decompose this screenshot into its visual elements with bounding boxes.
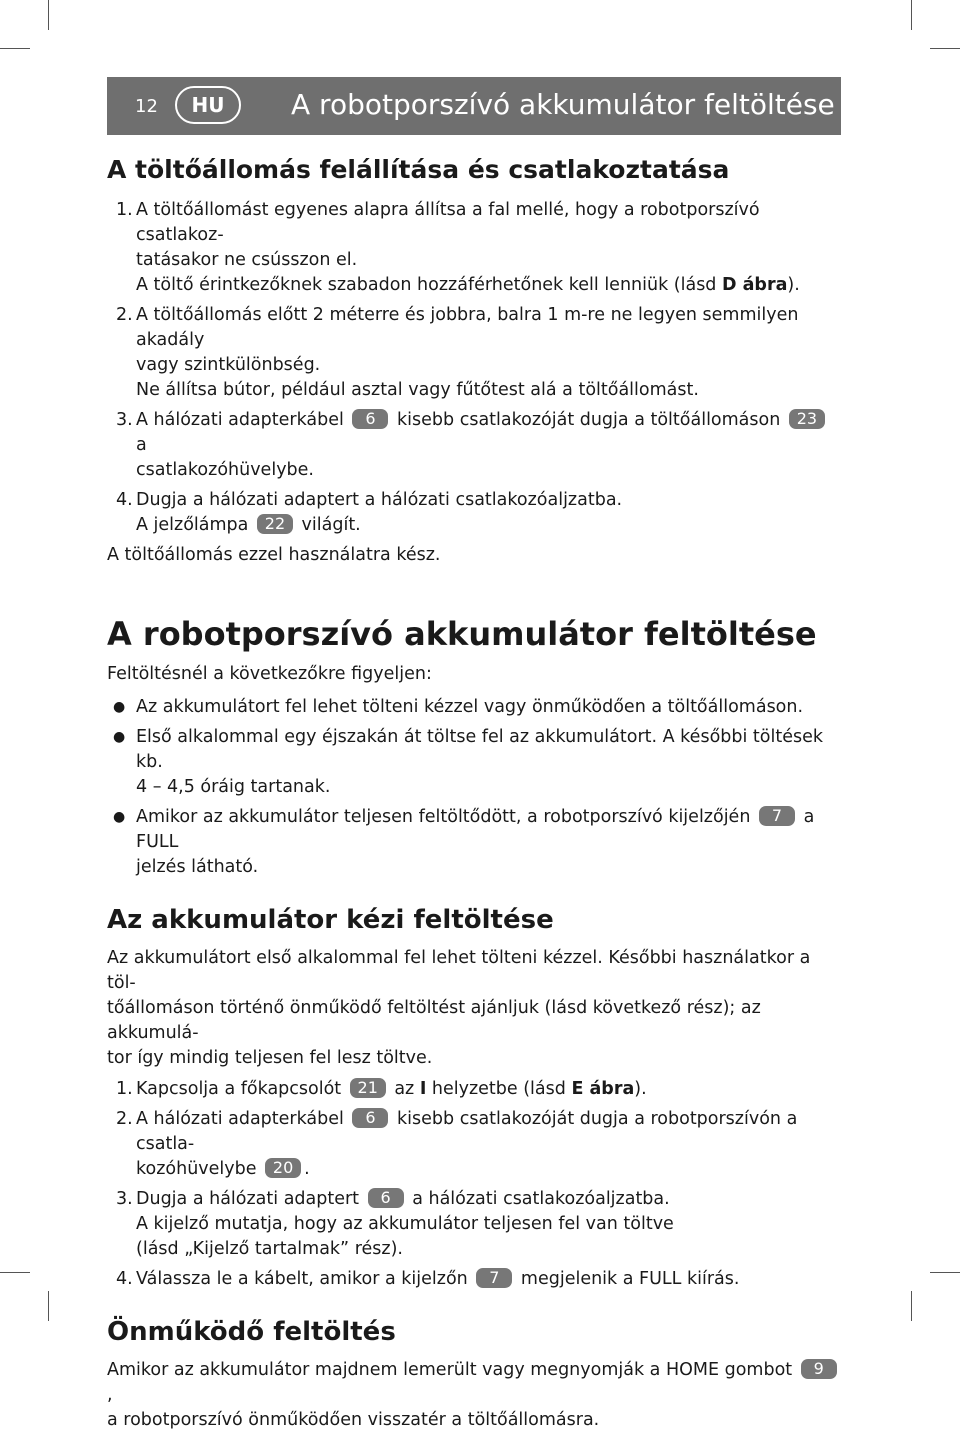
bullet-icon: ● <box>113 699 126 715</box>
list-item <box>107 488 841 538</box>
text-line <box>136 1157 841 1182</box>
text-line <box>136 805 841 855</box>
list-item <box>107 1077 841 1102</box>
text: kisebb csatlakozóját dugja a robotporszívón a csatla- <box>136 1109 798 1154</box>
text: A töltő érintkezőknek szabadon hozzáférhetőnek kell lenniük (lásd <box>136 275 722 295</box>
paragraph: Feltöltésnél a következőkre figyeljen: <box>107 664 432 684</box>
part-number-badge: 6 <box>368 1188 404 1208</box>
page-number: 12 <box>135 96 158 117</box>
text-line: Első alkalommal egy éjszakán át töltse fel az akkumulátort. A későbbi töltések kb. <box>136 727 823 772</box>
item-number: 3. <box>116 1189 133 1209</box>
section-heading: A robotporszívó akkumulátor feltöltése <box>107 615 817 653</box>
text-line: (lásd „Kijelző tartalmak” rész). <box>136 1239 403 1259</box>
part-number-badge: 22 <box>257 514 293 534</box>
part-number-badge: 6 <box>352 409 388 429</box>
text-line: A töltőállomás előtt 2 méterre és jobbra, balra 1 m-re ne legyen semmilyen akadály <box>136 305 799 350</box>
figure-reference: D ábra <box>721 275 788 295</box>
text: Amikor az akkumulátor majdnem lemerült vagy megnyomják a HOME gombot <box>107 1360 793 1380</box>
text: a hálózati csatlakozóaljzatba. <box>412 1189 670 1209</box>
text-line <box>136 1107 841 1157</box>
text-line <box>136 408 841 458</box>
bullet-icon: ● <box>113 729 126 745</box>
list-item <box>107 1267 841 1292</box>
part-number-badge: 6 <box>352 1108 388 1128</box>
text-line: A töltőállomást egyenes alapra állítsa a fal mellé, hogy a robotporszívó csatlakoz- <box>136 200 760 245</box>
item-number: 2. <box>116 1109 133 1129</box>
bullet-icon: ● <box>113 809 126 825</box>
part-number-badge: 9 <box>801 1359 837 1379</box>
part-number-badge: 7 <box>759 806 795 826</box>
text: Válassza le a kábelt, amikor a kijelzőn <box>136 1269 468 1289</box>
part-number-badge: 21 <box>350 1078 386 1098</box>
text: , <box>107 1385 113 1405</box>
text-line: Az akkumulátort első alkalommal fel lehet tölteni kézzel. Későbbi használatkor a töl- <box>107 948 811 993</box>
text: kozóhüvelybe <box>136 1159 257 1179</box>
text-line: Ne állítsa bútor, például asztal vagy fűtőtest alá a töltőállomást. <box>136 380 699 400</box>
crop-mark <box>0 1272 30 1273</box>
text-line: Az akkumulátort fel lehet tölteni kézzel vagy önműködően a töltőállomáson. <box>136 697 804 717</box>
section-heading: Önműködő feltöltés <box>107 1317 396 1347</box>
switch-position: I <box>419 1079 427 1099</box>
text: az <box>394 1079 415 1099</box>
text: ). <box>787 275 800 295</box>
text: a FULL <box>136 807 815 852</box>
text: A hálózati adapterkábel <box>136 1109 344 1129</box>
part-number-badge: 23 <box>789 409 825 429</box>
paragraph: A töltőállomás ezzel használatra kész. <box>107 545 441 565</box>
section-heading: A töltőállomás felállítása és csatlakoztatása <box>107 155 730 184</box>
crop-mark <box>930 48 960 49</box>
text-line: a robotporszívó önműködően visszatér a töltőállomásra. <box>107 1410 600 1430</box>
text-line <box>136 1267 841 1292</box>
page-content <box>107 150 841 1433</box>
charging-notes <box>107 695 841 880</box>
header-title: A robotporszívó akkumulátor feltöltése <box>291 88 835 121</box>
text-line: tőállomáson történő önműködő feltöltést ajánljuk (lásd következő rész); az akkumulá- <box>107 998 761 1043</box>
text-line: 4 – 4,5 óráig tartanak. <box>136 777 331 797</box>
crop-mark <box>48 0 49 30</box>
setup-steps <box>107 198 841 538</box>
text: megjelenik a FULL kiírás. <box>520 1269 740 1289</box>
text: A hálózati adapterkábel <box>136 410 344 430</box>
list-item <box>107 725 841 800</box>
text: ). <box>634 1079 647 1099</box>
item-number: 1. <box>116 1079 133 1099</box>
list-item <box>107 805 841 880</box>
list-item <box>107 1187 841 1262</box>
text: Dugja a hálózati adaptert <box>136 1189 360 1209</box>
text: Amikor az akkumulátor teljesen feltöltődött, a robotporszívó kijelzőjén <box>136 807 751 827</box>
crop-mark <box>911 0 912 30</box>
text: Kapcsolja a főkapcsolót <box>136 1079 342 1099</box>
item-number: 3. <box>116 410 133 430</box>
list-item <box>107 695 841 720</box>
list-item <box>107 303 841 403</box>
text-line <box>107 1358 841 1408</box>
text-line <box>136 1077 841 1102</box>
item-number: 2. <box>116 305 133 325</box>
text: kisebb csatlakozóját dugja a töltőállomáson <box>397 410 781 430</box>
item-number: 4. <box>116 1269 133 1289</box>
text-line <box>136 1187 841 1212</box>
text-line: csatlakozóhüvelybe. <box>136 460 314 480</box>
crop-mark <box>911 1291 912 1321</box>
part-number-badge: 20 <box>265 1158 301 1178</box>
crop-mark <box>930 1272 960 1273</box>
text-line <box>136 273 841 298</box>
text-line: vagy szintkülönbség. <box>136 355 321 375</box>
figure-reference: E ábra <box>571 1079 635 1099</box>
text-line: jelzés látható. <box>136 857 259 877</box>
text-line: tatásakor ne csússzon el. <box>136 250 358 270</box>
text-line <box>136 513 841 538</box>
part-number-badge: 7 <box>476 1268 512 1288</box>
text-line: tor így mindig teljesen fel lesz töltve. <box>107 1048 433 1068</box>
list-item <box>107 198 841 298</box>
language-badge: HU <box>175 86 241 124</box>
text: A jelzőlámpa <box>136 515 249 535</box>
crop-mark <box>0 48 30 49</box>
text-line: Dugja a hálózati adaptert a hálózati csatlakozóaljzatba. <box>136 490 623 510</box>
crop-mark <box>48 1291 49 1321</box>
list-item <box>107 408 841 483</box>
text: . <box>304 1159 310 1179</box>
list-item <box>107 1107 841 1182</box>
item-number: 1. <box>116 200 133 220</box>
manual-charging-steps <box>107 1077 841 1292</box>
text: a <box>136 435 147 455</box>
text-line: A kijelző mutatja, hogy az akkumulátor teljesen fel van töltve <box>136 1214 674 1234</box>
paragraph <box>107 1358 841 1433</box>
section-heading: Az akkumulátor kézi feltöltése <box>107 905 554 935</box>
text: világít. <box>301 515 361 535</box>
text: helyzetbe (lásd <box>431 1079 566 1099</box>
item-number: 4. <box>116 490 133 510</box>
page-header <box>107 77 841 135</box>
paragraph <box>107 946 841 1071</box>
